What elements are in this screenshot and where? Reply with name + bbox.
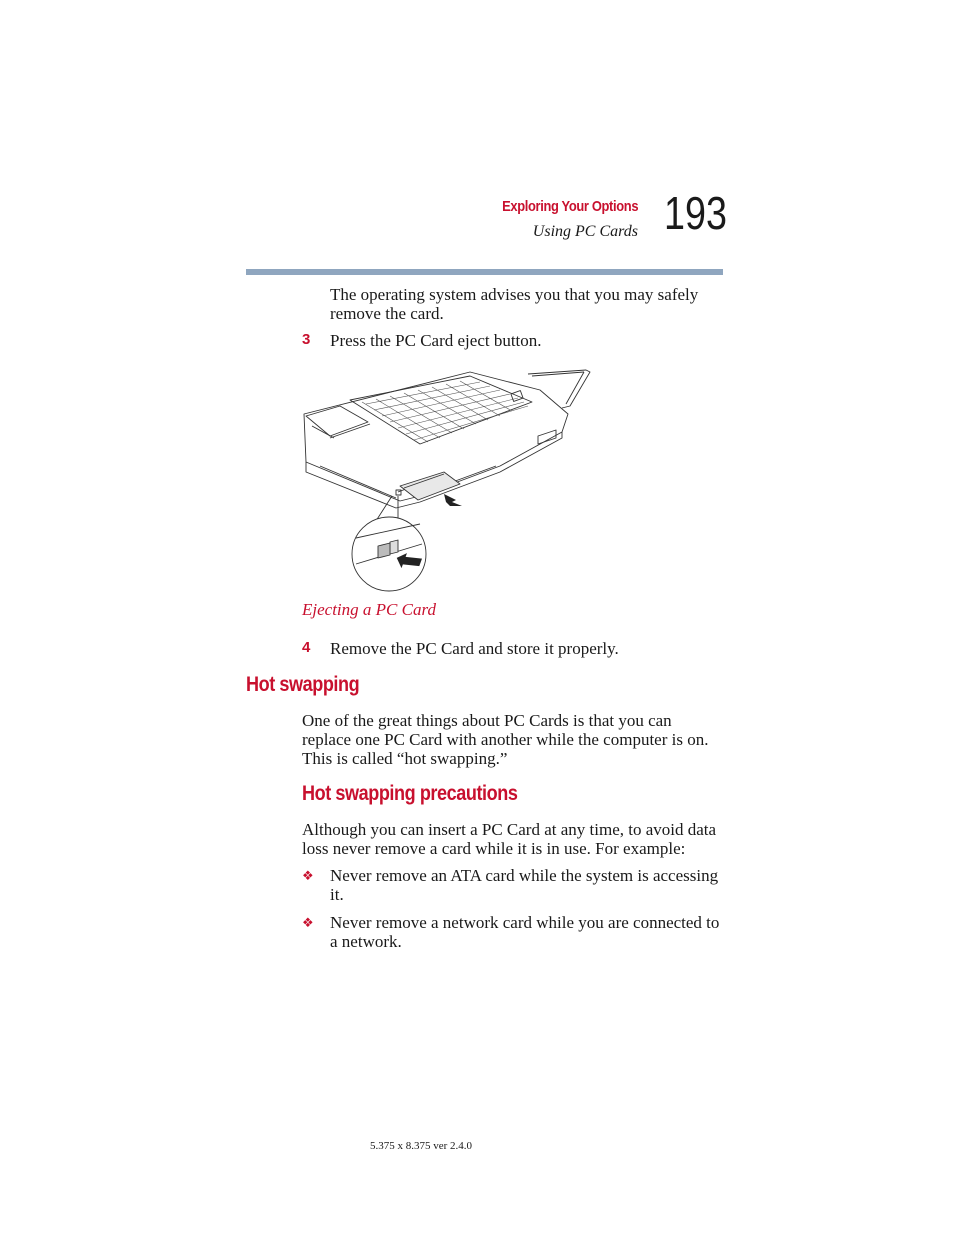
version-footer: 5.375 x 8.375 ver 2.4.0 <box>370 1140 473 1152</box>
heading-hot-swapping-precautions: Hot swapping precautions <box>302 782 518 805</box>
precautions-paragraph: Although you can insert a PC Card at any time, to avoid data loss never remove a card while it is in use. For example: <box>302 820 717 858</box>
hot-swapping-paragraph: One of the great things about PC Cards is that you can replace one PC Card with another while the computer is on. This is called “hot swapping.” <box>302 711 709 768</box>
step-3-text: Press the PC Card eject button. <box>330 331 542 350</box>
step-3-number: 3 <box>302 331 311 348</box>
chapter-title: Exploring Your Options <box>501 198 638 215</box>
intro-paragraph: The operating system advises you that you may safely remove the card. <box>330 285 699 323</box>
heading-hot-swapping: Hot swapping <box>246 673 360 696</box>
step-4-number: 4 <box>302 639 311 656</box>
bullet-item-ata-card: Never remove an ATA card while the system is accessing it. <box>330 866 719 904</box>
page-number: 193 <box>664 187 727 239</box>
laptop-illustration <box>300 366 600 596</box>
bullet-diamond-icon: ❖ <box>302 868 314 883</box>
pc-card-eject-illustration <box>300 366 600 596</box>
header-rule <box>246 269 723 275</box>
bullet-diamond-icon: ❖ <box>302 915 314 930</box>
bullet-item-network-card: Never remove a network card while you are connected to a network. <box>330 913 720 951</box>
figure-caption: Ejecting a PC Card <box>302 600 436 619</box>
section-subtitle: Using PC Cards <box>532 223 638 240</box>
step-4-text: Remove the PC Card and store it properly. <box>330 639 619 658</box>
